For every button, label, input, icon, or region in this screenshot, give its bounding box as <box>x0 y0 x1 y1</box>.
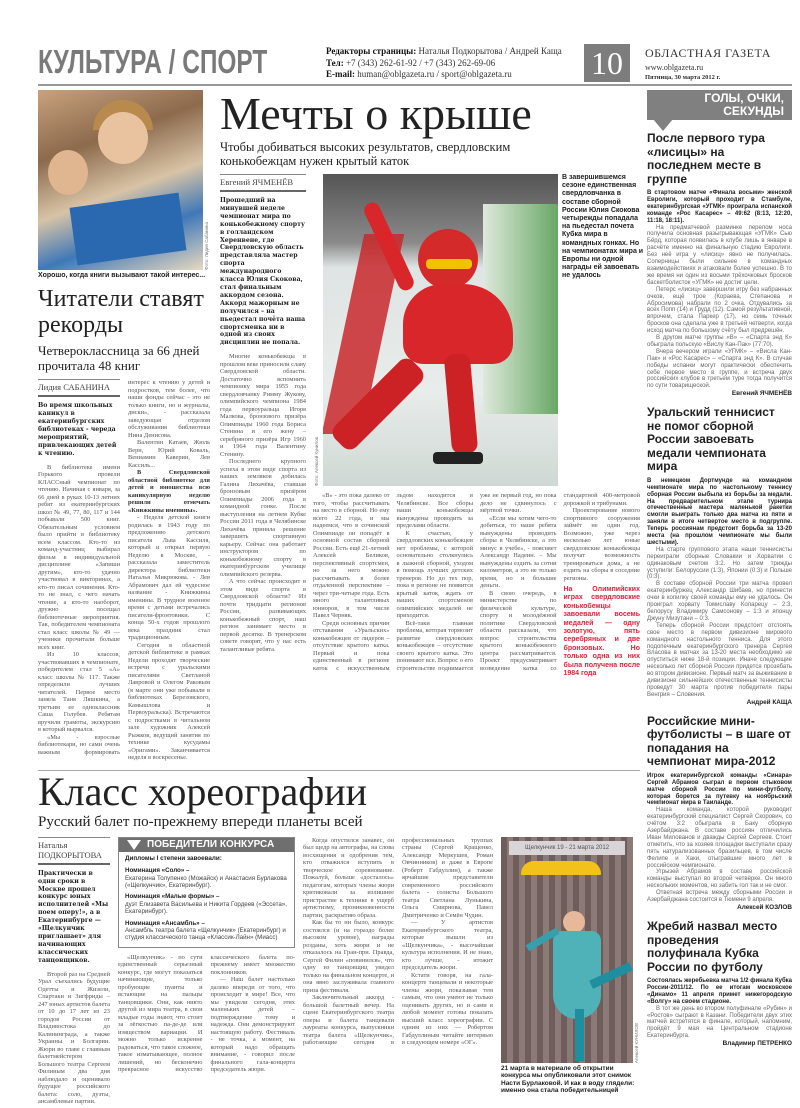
winners: Ансамбль театра балета «Щелкунчик» (Екатеринбург) и студия классического танца «Классик-Лайн» (Миасс) <box>125 927 286 942</box>
photo-caption: Хорошо, когда книги вызывают такой интерес... <box>38 272 206 279</box>
article-body-cols <box>313 492 640 678</box>
red-quote: На Олимпийских играх свердловские конькобежцы завоевали восемь медалей — одну золотую, пять серебряных и две бронзовых. Но только одна из них была получена после 1984 года <box>563 586 640 678</box>
news-author: Евгений ЯЧМЕНЁВ <box>731 390 792 398</box>
paragraph: — Наш балет настолько далеко впереди от того, что происходит в мире! Все, что мы увидели сегодня, этих маленьких детей – подтверждение тому и надежда. Они демонстрируют настоящую работу. Фестиваль - не точка, а момент, на который надо обращать внимание, - говорил после финального гала-концерта председатель жюри. <box>210 976 295 1074</box>
main-area <box>38 88 644 1106</box>
ballet-col2 <box>118 837 295 1074</box>
news-item <box>647 132 792 398</box>
paragraph: Многие конькобежцы в прошлом веке приносили славу Свердловской области. Достаточно вспомнить чемпионку мира 1955 года свердловчанку Римму Жукову, олимпийского чемпиона 1984 года первоуральца Игоря Малкова, бронзового призёра Олимпиады 1960 года Бориса Стенина и его жену – серебряного призёра Игр 1960 и 1964 года Валентину Стенину. <box>220 353 306 458</box>
news-body <box>647 547 792 699</box>
paragraph: Наша команда, которой руководит екатеринбургский специалист Сергей Скорович, со счётом 3:2 обыграла в Баку сборную Азербайджана. В составе россиян отличились Иван Милованов и дважды Сергей Сергеев. Стоит отметить, что за хозяев площадки выступали сразу пять натурализованных бразильцев, в том числе Фелипе и Хаки, отыгравшие много лет в российском чемпионате. <box>647 807 792 869</box>
top-row <box>38 88 644 762</box>
credit-strip <box>313 174 319 486</box>
winner-item <box>119 891 294 917</box>
byline: Наталья ПОДКОРЫТОВА <box>38 837 110 865</box>
rubric-arrow-icon <box>653 119 673 131</box>
skating-row <box>220 174 644 678</box>
paragraph: На старте группового этапа наши теннисисты переиграли сборные Словакии и Хорватии с одинаковым счетом 3:2. Но затем трижды уступили: Белоруссии (1:3), Японии (0:3) и Польше (0:3). <box>647 546 792 581</box>
paragraph: Угрызей Абрамов в составе российской команды выступал во второй четвёрке. Он много нескольких моментов, но забить гол так и не смог. <box>647 869 792 890</box>
winners-box-title <box>119 838 294 852</box>
email-label: E-mail: <box>326 69 355 79</box>
skater-body <box>403 284 513 364</box>
lead: Прошедший на минувшей неделе чемпионат мира по конькобежному спорту в голландском Херенвене, где Свердловскую область представляла мастер спорта международного класса Юлия Скокова, стал финальным аккордом сезона. Аккорд мажорным не получился – на пьедестал почёта наша спортсменка ни в одной из своих дисциплин не попала. <box>220 197 306 347</box>
paragraph: Когда опустился занавес, он был щедр на автографы, на слова восхищения и одобрения тем, кто отважился вступить в творческое соревнование. Пожалуй, больше «досталось» педагогам, которых члены жюри критиковали за излишнее пристрастие к технике в ущерб артистизму, проникновенности партии, раскрытию образа. <box>303 836 394 919</box>
byline: Евгений ЯЧМЕНЁВ <box>220 174 306 192</box>
email: human@oblgazeta.ru / sport@oblgazeta.ru <box>357 69 512 79</box>
paragraph: «Мы - взрослые библиотекари, но сами очень важным формировать интерес к чтению у детей и подростков, тем более, что наши фонды сейчас - это не только книги, но и журналы, диски», - рассказала заведующая отделом обслуживания библиотеки Нина Денисова. <box>38 379 210 756</box>
paragraph: В библиотеке имени Горького провели КЛАССный чемпионат по чтению. Начиная с января, за 66 дней в руках 10-13 летних ребят из екатеринбургских школ № 49, 77, 80, 117 и 144 побывали 500 книг. Обязательным условием было прийти в библиотеку всем классом. Кто-то из команд-участниц выбирал фильм в индивидуальной дисциплине «Запиши другим», кто-то удачно участвовал в викторинах, а кто-то писал сочинения. Кто-то не знал, с чего начать чтение, а кто-то наоборот, дружно посещал библиотечные мероприятия. Так, победителем чемпионата стал класс школы № 49 — ученики прочитали больше всех книг. <box>38 463 120 651</box>
page-number: 10 <box>584 44 630 82</box>
lead: Практически в одни сроки в Москве прошел конкурс юных исполнителей «Мы поем оперу!», а в Екатеринбурге — «Щелкунчик приглашает» для начинающих классических танцовщиков. <box>38 869 109 964</box>
paragraph: В другом матче группы «В» – «Спарта энд К» обыграла польскую «Вислу Кан-Пак» (77:70). <box>647 335 792 348</box>
news-body <box>647 1006 792 1041</box>
winners-box-subtitle: Дипломы I степени завоевали: <box>125 854 222 862</box>
headline: Класс хореографии <box>38 768 368 814</box>
paragraph: А что сейчас происходит в этом виде спорта в Свердловской области? Из почти тридцати регионов России, развивающих конькобежный спорт, наш регион занимает место в первой десятке. В тренерском совете говорят, что у нас есть талантливые ребята. <box>220 578 306 653</box>
triangle-icon <box>127 840 141 850</box>
editors: Наталья Подкорытова / Андрей Каща <box>418 46 562 56</box>
news-lead: В стартовом матче «Финала восьми» женской Евролиги, который проходит в Стамбуле, екатеринбургская «УГМК» проиграла испанской команде «Рос Касарес» – 49:62 (8:13, 12:20, 11:18, 18:11). <box>647 190 792 224</box>
nomination: Номинация «Ансамбль» – <box>125 919 205 927</box>
paragraph: «Щелкунчик» - по сути единственный серьезный конкурс, где могут показаться начинающие, только пробующие пуанты и встающие на пальцы танцовщики. Они, как никто другой из мира театра, в свои младые годы знают, что стоит за лёгкостью па-де-де или изяществом вариации. И можно только искренне радоваться, что такое сложное, такое изматывающее, полное лишений, но бесконечно прекрасное искусство классического балета по-прежнему имеет множество поклонников. <box>118 953 295 1074</box>
ballet-row <box>38 837 640 1106</box>
news-author: Андрей КАЩА <box>746 698 792 706</box>
lead: Во время школьных каникул в екатеринбургских библиотеках - череда мероприятий, привлекающих детей к чтению. <box>38 402 117 457</box>
tel: +7 (343) 262-61-92 / +7 (343) 262-69-06 <box>345 57 496 68</box>
readers-article <box>38 90 210 762</box>
news-lead: В немецком Дортмунде на командном чемпионате мира по настольному теннису сборная России выбыла из борьбы за медали. На предварительном этапе турнира отечественные мастера маленькой ракетки смогли выиграть только два матча из пяти и заняли в итоге четвертое место в подгруппе. Теперь россиянам предстоит борьба за 13-20 места (на прошлом чемпионате мы были шестыми). <box>647 477 792 546</box>
paragraph: - Неделя детской книги родилась в 1943 году по предложению детского писателя Льва Кассиля, который и открыл первую Неделю в Москве, - рассказала заместитель директора библиотеки Наталья Микрюкова. - Лев Абрамович дал ей чудесное название - Книжкины именины. В трудное военное время с детьми встречались писатели-фронтовики. С конца 50-х годов прошлого века праздник стал традиционным. <box>128 514 210 642</box>
news-item <box>647 406 792 707</box>
subhead: Чтобы добиваться высоких результатов, свердловским конькобежцам нужен крытый каток <box>220 140 511 168</box>
paragraph: Из 10 классов, участвовавших в чемпионате, победителем стал 5 «А» класс школы № 117. Также определили лучших читателей. Первое место заняла Таня Ляшкина, а третьим ее одноклассник Саша Голубев. Ребятам вручили грамоты, экскурсию в который вырвался. <box>38 651 120 734</box>
paragraph: Второй раз на Средней Урал съехались будущие Одетты и Жизели, Спартаки и Зигфриды – 247 юных артистов балета от 10 до 17 лет из 23 городов России от Владивостока до Калининграда, а также Украины и Болгарии. Жюри во главе с главным балетмейстером Большого театра Сергеем Филиным два дня наблюдало и оценивало будущее российского балета: соло, дуэты, ансамблевые партии. <box>38 970 110 1106</box>
nomination: Номинация «Малые формы» – <box>125 893 220 901</box>
headline: Мечты о крыше <box>220 88 532 139</box>
paragraph: Валентин Катаев, Жюль Верн, Юрий Коваль, Вениамин Каверин, Лев Кассиль... <box>128 439 210 469</box>
winner-item <box>119 918 294 944</box>
paragraph: Как бы то ни было, конкурс состоялся (и на гораздо более высоком уровне), награды розданы, хоть жюри и не отказалось на Гран-при. Правда, Сергей Филин «повинился», что одну из танцовщиц увидел только на финальном концерте, и она явно заслуживала главного приза фестиваля. <box>303 919 394 994</box>
winners-box <box>118 837 295 948</box>
paragraph: В тот же день во втором полуфинале «Рубин» и «Ростов» сыграют в Казани. Победители двух этих матчей встретятся в финале, который, напомним, пройдёт 9 мая на Центральном стадионе Екатеринбурга. <box>647 1005 792 1040</box>
paragraph: В свою очередь, в министерстве по физической культуре, спорту и молодёжной политике Свердловской области рассказали, что вопрос строительства крытого конькобежного центра рассматривается. Проект предусматривает возведение катка со стандартной 400-метровой дорожкой и трибунами. <box>480 492 640 672</box>
skater-leg <box>444 353 479 455</box>
news-headline: Российские мини-футболисты – в шаге от попадания на чемпионат мира-2012 <box>647 713 791 769</box>
photo-block <box>38 90 210 270</box>
paragraph: Проектирование нового спортивного сооружения займёт не один год. Возможно, уже через несколько лет юные свердловские конькобежцы получат возможность тренироваться дома, а не ездить на сборы в соседние регионы. <box>563 507 640 582</box>
paragraph: В Свердловской областной библиотеке для детей и юношества всю каникулярную неделю решили отмечать «Книжкины именины». <box>128 469 210 514</box>
ballet-photo-block <box>501 837 640 1095</box>
paragraph: «Если мы хотим чего-то добиться, то наше ребята вынуждены проводить сборы в Челябинске, а это минус в учебе», - поясняет Александр Надеин. – Мы вынуждены ездить за сотни километров, а это не только время, но и большие деньги. <box>480 514 557 589</box>
news-lead: Игрок екатеринбургской команды «Синара» Сергей Абрамов сыграл в первом стыковом матче сборной России по мини-футболу, которая борется за путевку на ноябрьский чемпионат мира в Таиланде. <box>647 772 792 807</box>
news-body <box>647 225 792 391</box>
paragraph: К счастью, у свердловских конькобежцев нет проблемы, с которой основательно столкнулись в лыжной сборной, уходом в помощь лучших детских тренеров. Но до тех пор, пока в регионе не появится крытый каток, ждать от наших спортсменов олимпийских медалей не приходится. <box>396 529 474 619</box>
dancer-head <box>563 911 585 933</box>
photo-row <box>501 837 640 1063</box>
paragraph: Петерс «лисиц» завершили игру без набранных очков, ещё трое (Кораева, Степанова и Абросимова) набрали по 2 очка. Отдувались за всех Попп (14) и Грудд (12). Самой результативной, впрочем, стала Паркер (17), но семь точных бросков она сделала уже в третьей четверти, когда исход матча по большому счёту был предрешён. <box>647 286 792 335</box>
umbrella <box>521 861 601 875</box>
news-headline: Жребий назвал место проведения полуфинала Кубка России по футболу <box>647 919 778 974</box>
rubric-banner <box>647 90 792 120</box>
news-headline: После первого тура «лисицы» на последнем месте в группе <box>647 131 765 186</box>
tel-label: Тел: <box>326 57 344 68</box>
paper-site: www.oblgazeta.ru <box>645 63 704 72</box>
child-face-2 <box>48 150 88 195</box>
paragraph: Ответная встреча между сборными России и Азербайджана состоится в Тюмени 9 апреля. <box>647 890 792 904</box>
paragraph: Среди основных причин отставания «Уральских» конькобежцев от лидеров – отсутствие крытого катка. Первый и пока единственный в регионе каток с искусственным льдом находится в Челябинске. Все сборы наши конькобежцы вынуждены проводить за пределами области. <box>313 492 473 672</box>
dancer-dress <box>553 931 601 1019</box>
paper-name: ОБЛАСТНАЯ ГАЗЕТА <box>645 46 771 60</box>
winners: Екатерина Толупенко (Можайск) и Анастасия Бурлакова («Щелкунчик», Екатеринбург). <box>125 874 287 890</box>
subhead: Четвероклассница за 66 дней прочитала 48 книг <box>38 343 200 374</box>
photo-caption: 21 марта в материале об открытии конкурса мы опубликовали этот снимок Насти Бурлаковой. И как в воду глядели: именно она стала победительницей <box>501 1064 635 1095</box>
paragraph: «В» - это пока далеко от того, чтобы рассчитывать на место в сборной. Но ему всего 22 года, и мы надеемся, что в сочинской Олимпиаде он попадёт в основной состав сборной России. Есть ещё 21-летний Алексей Беликов, перспективный спортсмен, но за него можно рассчитывать в более отдаленной перспективе – через три-четыре года. Есть много талантливых юниоров, в том числе Павел Черняк. <box>313 492 390 619</box>
subhead: Русский балет по-прежнему впереди планеты всей <box>38 813 363 830</box>
section-title: КУЛЬТУРА / СПОРТ <box>38 43 268 80</box>
news-author: Владимир ПЕТРЕНКО <box>722 1040 792 1048</box>
skating-col1 <box>220 174 306 653</box>
speed-skater-photo <box>323 174 558 486</box>
paper-masthead <box>645 46 771 81</box>
poster: Щелкунчик 19 - 21 марта 2012 <box>509 841 625 855</box>
paragraph: Кстати говоря, на гала-концерте танцевали и некоторые члены жюри, показывая тем самым, что они умеют не только оценивать других, но и сами в любой момент готовы показать высший класс хореографии. С одним из них — Робертом Габдуллиным читайте интервью в следующем номере «ОГ». <box>402 971 493 1047</box>
skating-article <box>220 88 644 678</box>
winners-box-title-text: ПОБЕДИТЕЛИ КОНКУРСА <box>147 838 275 850</box>
news-item <box>647 715 792 912</box>
skater-goggles <box>426 259 472 269</box>
children-reading-photo <box>38 90 203 270</box>
photo-row <box>313 174 644 486</box>
issue-date: Пятница, 30 марта 2012 г. <box>645 74 721 81</box>
photo-credit: Фото: Лидия Сабанина <box>204 222 209 270</box>
winner-item <box>119 865 294 891</box>
paragraph: Сегодня в областной детской библиотеке в рамках Недели проходят творческие встречи с уральскими писателями Светланой Лавровой и Олегом Раковым (в марте они уже побывали в библиотеках Березовского, Камышлова и Первоуральска). Встречаются с подростками в читальном зале художник Алексей Рыжков, ведущий занятия по технике кусудамы «Оригами». Заканчивается неделя в воскресенье. <box>128 641 210 762</box>
news-item <box>647 920 792 1048</box>
headline: Читатели ставят рекорды <box>38 286 204 339</box>
paragraph: Теперь сборной России предстоит отстоять свое место в первом дивизионе мирового командного настольного тенниса. Для этого подопечным екатеринбургского тренера Сергея Власова в матчах за 13-20 места необходимо не опуститься ниже 18-й позиции. Иначе следующие несколько лет сборной России придется прозябать во втором дивизионе. Первый матч за выживание в дивизионе сильнейших отечественные теннисисты проведут 30 марта против победителя пары Венгрия – Словения. <box>647 622 792 698</box>
paragraph: В составе сборной России три матча провел екатеринбуржец Александр Шибаев, но принести очки в копилку своей команды ему не удалось. Он проиграл хорвату Томиславу Коларецу – 2:3, белорусу Владимиру Самсонову – 1:3 и японцу Джуну Мизутани – 0:3. <box>647 581 792 622</box>
credit-strip <box>203 90 210 270</box>
article-body-cols <box>118 954 295 1074</box>
skate <box>433 452 483 464</box>
credit-strip <box>633 837 640 1063</box>
photo-credit: Алексей КУНИЛОВ <box>634 1022 639 1063</box>
skating-main <box>313 174 644 678</box>
right-column <box>647 90 792 1048</box>
news-lead: Состоялась жеребьевка матча 1/2 финала Кубка России-2011/12. По ее итогам московское «Динамо» 11 апреля примет нижегородскую «Волгу» на своем стадионе. <box>647 978 792 1005</box>
editors-label: Редакторы страницы: <box>326 46 417 56</box>
photo-caption: В завершившемся сезоне единственная свердловчанка в составе сборной России Юлия Скокова четырежды попадала на пьедестал почета Кубка мира в командных гонках. Но на чемпионатах мира и Европы ни одной награды ей завоевать не удалось <box>562 174 644 280</box>
photo-credit: Фото: Алексей Кунилов <box>313 437 319 486</box>
article-body-col1 <box>220 353 306 653</box>
nomination: Номинация «Соло» – <box>125 867 190 875</box>
dancer-leg <box>575 1009 584 1061</box>
article-body-cols-right <box>303 837 493 1047</box>
section-title-wrap <box>38 44 313 84</box>
child-face <box>98 112 148 164</box>
paragraph: Последнего крупного успеха в этом виде спорта из наших земляков добилась Галина Лихачёва, ставшая бронзовым призёром Олимпиады 2006 года в командной гонке. После выступления на летнем Кубке России 2011 года в Челябинске Лихачёва приняла решение завершить спортивную карьеру. Сейчас она работает инструктором по конькобежному спорту в екатеринбургском училище олимпийского резерва. <box>220 458 306 578</box>
header-rule <box>38 84 792 86</box>
paragraph: — У артистов Екатеринбургского театра, которые вышли из «Щелкунчика», - высочайшая культура исполнения. И не знаю, кто лучше, - итожит председатель жюри. <box>402 919 493 972</box>
paragraph: Всё-таки главная проблема, которая тормозит развитие свердловских конькобежцев – отсутствие своего крытого катка. Это понимают все. Вопрос о его строительстве поднимается уже не первый год, но пока дело не сдвинулось с мёртвой точки. <box>396 492 557 672</box>
byline: Лидия САБАНИНА <box>38 379 120 397</box>
paragraph: Заключительный аккорд - большой балетный вечер. На сцене Екатеринбургского театра оперы и балета танцевали лауреаты конкурса, выпускники театра балета «Щелкунчик», работающие сегодня в профессиональных труппах страны (Сергей Кращенко, Александр Меркушев, Роман Овчинников) и даже в Европе (Роберт Габдуллин), а также ярчайшие представители современного российского балета - солисты Большого театра Светлана Лунькина, Ольга Смирнова, Павел Дмитриченко и Семён Чудин. <box>303 836 493 1047</box>
winners: дуэт Елизавета Васильева и Никита Гордеев («Эссета», Екатеринбург). <box>125 900 287 916</box>
news-headline: Уральский теннисист не помог сборной России завоевать медали чемпионата мира <box>647 405 775 474</box>
ballet-col1 <box>38 837 110 1106</box>
book <box>69 193 186 266</box>
news-author: Алексей КОЗЛОВ <box>737 904 792 911</box>
article-body <box>38 379 210 762</box>
ballerina-photo <box>501 837 633 1063</box>
paragraph: Вчера вечером играли «УГМК» – «Висла Кан-Пак» и «Рос Касарес» – «Спарта энд К». В случае победы испанки могут практически обеспечить себе первое место в группе, и встреча двух российских клубов в третьем туре тогда получится по сути товарищеской. <box>647 348 792 390</box>
article-body-col1 <box>38 971 110 1106</box>
paragraph: На предматчевой разминке перелом носа получила основная разыгрывающая «УГМК» Сью Бёрд, которая появилась в клубе лишь в январе в расчёте именно на финальную стадию Евролиги. Без неё игра у «лисиц» явно не получилась. Соперницы были сильнее в командных взаимодействиях и атаковали более успешно. В то же время ни один из восьми трёхочковых бросков баскетболисток «УГМК» не достиг цели. <box>647 224 792 286</box>
rubric-text: ГОЛЫ, ОЧКИ, СЕКУНДЫ <box>704 91 784 118</box>
news-body <box>647 807 792 904</box>
editors-info <box>326 46 578 81</box>
